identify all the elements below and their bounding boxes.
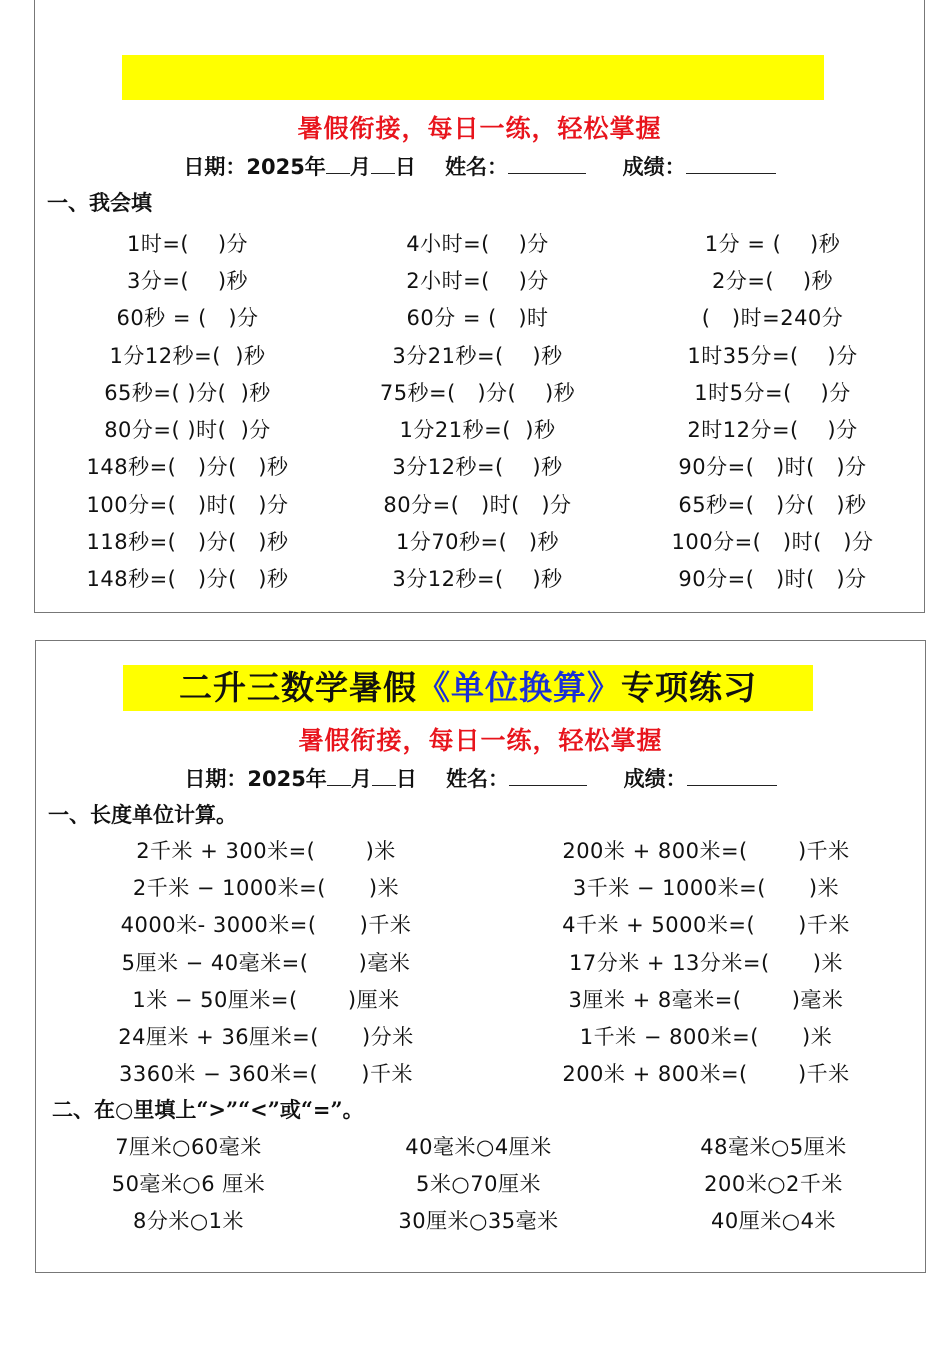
exercise-row (45, 522, 914, 559)
exercise-row (45, 373, 914, 410)
exercise-item[interactable]: 90分=( )时( )分 (678, 455, 867, 480)
exercise-item[interactable]: 7厘米○60毫米 (115, 1134, 262, 1159)
exercise-item[interactable]: 200米 + 800米=( )千米 (562, 1062, 850, 1087)
exercise-list (45, 224, 914, 597)
date-label: 日期：2025年 (183, 155, 326, 179)
exercise-item[interactable]: 3360米 − 360米=( )千米 (118, 1062, 413, 1087)
name-label: 姓名： (445, 155, 509, 179)
compare-exercise-list (46, 1127, 915, 1239)
exercise-item[interactable]: 1时35分=( )分 (687, 343, 858, 368)
day-label: 日 (395, 767, 417, 791)
exercise-item[interactable]: 17分米 + 13分米=( )米 (569, 950, 843, 975)
exercise-item[interactable]: 3千米 − 1000米=( )米 (572, 875, 840, 900)
worksheet-title (123, 665, 813, 711)
exercise-row (45, 560, 914, 597)
worksheet-length-units (35, 640, 926, 1273)
exercise-item[interactable]: 1时5分=( )分 (694, 380, 851, 405)
exercise-row (45, 336, 914, 373)
exercise-row (46, 1055, 915, 1092)
score-label: 成绩： (622, 155, 686, 179)
exercise-row (46, 1127, 915, 1164)
exercise-item[interactable]: 3分=( )秒 (126, 268, 249, 293)
title-part: 专项练习 (621, 668, 757, 707)
exercise-item[interactable]: 5米○70厘米 (416, 1171, 541, 1196)
exercise-item[interactable]: 1米 − 50厘米=( )厘米 (132, 987, 400, 1012)
exercise-item[interactable]: 4000米- 3000米=( )千米 (120, 913, 412, 938)
subtitle: 暑假衔接，每日一练，轻松掌握 (297, 114, 662, 143)
exercise-item[interactable]: 40厘米○4米 (711, 1209, 836, 1234)
exercise-row (45, 410, 914, 447)
month-label: 月 (350, 767, 372, 791)
month-label: 月 (349, 155, 371, 179)
exercise-row (46, 906, 915, 943)
exercise-item[interactable]: 3厘米 + 8毫米=( )毫米 (568, 987, 844, 1012)
exercise-item[interactable]: 200米 + 800米=( )千米 (562, 838, 850, 863)
month-blank[interactable] (326, 163, 350, 174)
exercise-item[interactable]: 5厘米 − 40毫米=( )毫米 (121, 950, 411, 975)
day-label: 日 (394, 155, 416, 179)
exercise-item[interactable]: 2小时=( )分 (406, 268, 549, 293)
exercise-item[interactable]: 2时12分=( )分 (687, 418, 858, 443)
name-blank[interactable] (508, 163, 586, 174)
exercise-item[interactable]: 200米○2千米 (704, 1171, 843, 1196)
title-part: 二升三数学暑假 (179, 668, 417, 707)
exercise-item[interactable]: 1分70秒=( )秒 (395, 530, 560, 555)
exercise-row (46, 868, 915, 905)
info-line (36, 763, 925, 793)
exercise-item[interactable]: 50毫米○6 厘米 (111, 1171, 266, 1196)
exercise-item[interactable]: 60分 = ( )时 (406, 306, 549, 331)
exercise-item[interactable]: 65秒=( )分( )秒 (678, 492, 867, 517)
exercise-item[interactable]: 100分=( )时( )分 (671, 530, 874, 555)
exercise-row (45, 299, 914, 336)
score-blank[interactable] (687, 775, 777, 786)
exercise-item[interactable]: ( )时=240分 (701, 306, 844, 331)
exercise-item[interactable]: 30厘米○35毫米 (398, 1209, 559, 1234)
exercise-item[interactable]: 4千米 + 5000米=( )千米 (562, 913, 850, 938)
exercise-row (46, 831, 915, 868)
exercise-item[interactable]: 118秒=( )分( )秒 (86, 530, 289, 555)
subtitle: 暑假衔接，每日一练，轻松掌握 (298, 726, 663, 755)
exercise-item[interactable]: 24厘米 + 36厘米=( )分米 (118, 1025, 414, 1050)
exercise-item[interactable]: 2千米 + 300米=( )米 (136, 838, 396, 863)
exercise-item[interactable]: 4小时=( )分 (406, 231, 549, 256)
exercise-item[interactable]: 2分=( )秒 (711, 268, 834, 293)
exercise-item[interactable]: 75秒=( )分( )秒 (379, 380, 576, 405)
exercise-item[interactable]: 90分=( )时( )分 (678, 567, 867, 592)
exercise-row (45, 261, 914, 298)
length-exercise-list (46, 831, 915, 1092)
day-blank[interactable] (371, 163, 395, 174)
exercise-item[interactable]: 8分米○1米 (132, 1209, 245, 1234)
exercise-item[interactable]: 1千米 − 800米=( )米 (579, 1025, 833, 1050)
score-label: 成绩： (623, 767, 687, 791)
exercise-item[interactable]: 40毫米○4厘米 (405, 1134, 552, 1159)
worksheet-time-units (34, 0, 925, 613)
exercise-item[interactable]: 80分=( )时( )分 (104, 418, 271, 443)
exercise-row (45, 448, 914, 485)
exercise-item[interactable]: 80分=( )时( )分 (383, 492, 572, 517)
exercise-item[interactable]: 1分12秒=( )秒 (109, 343, 266, 368)
exercise-item[interactable]: 3分12秒=( )秒 (392, 455, 563, 480)
title-banner-blank (122, 55, 824, 100)
exercise-row (46, 1017, 915, 1054)
info-line (35, 151, 924, 181)
title-highlight: 《单位换算》 (417, 668, 621, 707)
section-title: 一、我会填 (47, 190, 152, 215)
exercise-row (46, 980, 915, 1017)
section-title: 一、长度单位计算。 (48, 802, 237, 827)
exercise-row (46, 1164, 915, 1201)
name-blank[interactable] (509, 775, 587, 786)
exercise-item[interactable]: 2千米 − 1000米=( )米 (132, 875, 400, 900)
exercise-item[interactable]: 60秒 = ( )分 (116, 306, 259, 331)
exercise-item[interactable]: 1分21秒=( )秒 (399, 418, 556, 443)
section-title: 二、在○里填上“>”“<”或“=”。 (52, 1097, 364, 1122)
exercise-row (45, 224, 914, 261)
exercise-item[interactable]: 100分=( )时( )分 (86, 492, 289, 517)
date-label: 日期：2025年 (184, 767, 327, 791)
name-label: 姓名： (446, 767, 510, 791)
exercise-item[interactable]: 148秒=( )分( )秒 (86, 567, 289, 592)
exercise-item[interactable]: 1分 = ( )秒 (704, 231, 841, 256)
exercise-item[interactable]: 48毫米○5厘米 (700, 1134, 847, 1159)
month-blank[interactable] (327, 775, 351, 786)
day-blank[interactable] (372, 775, 396, 786)
exercise-item[interactable]: 65秒=( )分( )秒 (104, 380, 271, 405)
exercise-item[interactable]: 148秒=( )分( )秒 (86, 455, 289, 480)
exercise-item[interactable]: 3分12秒=( )秒 (392, 567, 563, 592)
exercise-row (46, 943, 915, 980)
score-blank[interactable] (686, 163, 776, 174)
exercise-item[interactable]: 1时=( )分 (126, 231, 249, 256)
exercise-row (46, 1202, 915, 1239)
exercise-item[interactable]: 3分21秒=( )秒 (392, 343, 563, 368)
exercise-row (45, 485, 914, 522)
